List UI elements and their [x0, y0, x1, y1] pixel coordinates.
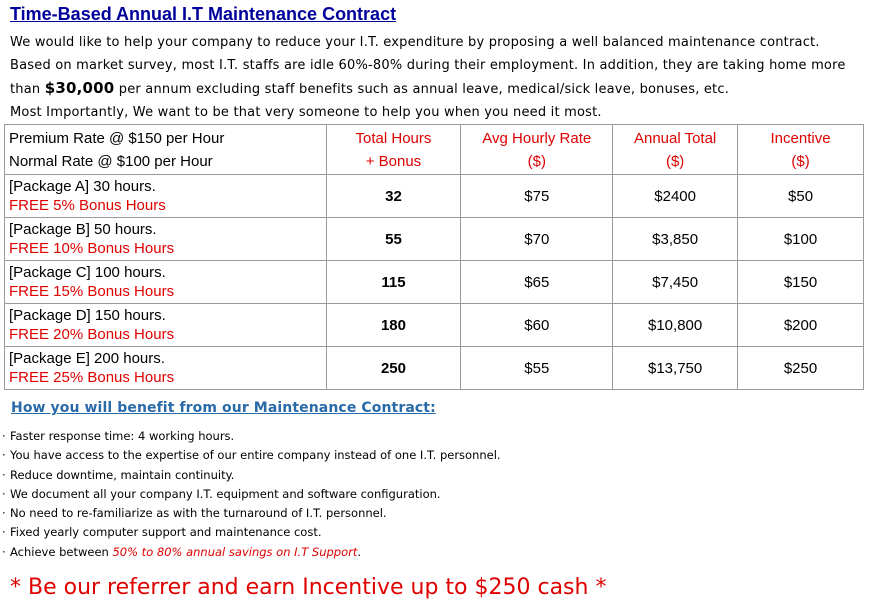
avg-rate-cell: $70 — [461, 218, 613, 261]
bullet-icon: · — [2, 525, 6, 540]
annual-total-header — [613, 125, 738, 175]
package-bonus: FREE 25% Bonus Hours — [9, 369, 175, 386]
list-item — [0, 504, 501, 523]
total-hours-cell: 180 — [326, 304, 461, 347]
bullet-icon: · — [2, 448, 6, 463]
avg-rate-cell: $60 — [461, 304, 613, 347]
bullet-icon: · — [2, 544, 6, 559]
list-item — [0, 427, 501, 446]
list-item — [0, 523, 501, 542]
package-cell — [5, 175, 327, 218]
incentive-cell: $50 — [738, 175, 864, 218]
benefit-prefix: Achieve between — [10, 544, 113, 559]
incentive-cell: $250 — [738, 347, 864, 390]
incentive-cell: $100 — [738, 218, 864, 261]
avg-rate-cell: $75 — [461, 175, 613, 218]
incentive-cell: $150 — [738, 261, 864, 304]
package-name: [Package C] 100 hours. — [9, 264, 166, 281]
annual-total-cell: $3,850 — [613, 218, 738, 261]
list-item — [0, 543, 501, 562]
referral-promo: * Be our referrer and earn Incentive up to $250 cash * — [10, 575, 607, 600]
avg-rate-header — [461, 125, 613, 175]
savings-highlight: 50% to 80% annual savings on I.T Support — [112, 544, 358, 559]
total-hours-label: Total Hours — [355, 129, 432, 147]
benefits-list — [0, 427, 501, 562]
package-bonus: FREE 20% Bonus Hours — [9, 326, 175, 343]
list-item — [0, 446, 501, 465]
total-hours-sub: + Bonus — [365, 152, 422, 170]
intro-line-3-suffix: per annum excluding staff benefits such as annual leave, medical/sick leave, bonuses, etc. — [114, 82, 730, 97]
table-row — [5, 175, 864, 218]
page-title: Time-Based Annual I.T Maintenance Contract — [10, 4, 397, 24]
incentive-label: Incentive — [770, 129, 831, 147]
package-name: [Package E] 200 hours. — [9, 350, 165, 367]
incentive-header — [738, 125, 864, 175]
salary-amount: $30,000 — [44, 79, 115, 97]
benefit-text: Reduce downtime, maintain continuity. — [10, 467, 235, 482]
premium-rate: Premium Rate @ $150 per Hour — [9, 129, 225, 147]
bullet-icon: · — [2, 486, 6, 501]
intro-line-2: Based on market survey, most I.T. staffs are idle 60%-80% during their employment. In addition, they are taking home more — [10, 58, 846, 73]
rates-header — [5, 125, 327, 175]
bullet-icon: · — [2, 506, 6, 521]
incentive-cell: $200 — [738, 304, 864, 347]
table-row — [5, 261, 864, 304]
table-row — [5, 304, 864, 347]
incentive-sub: ($) — [791, 152, 810, 170]
avg-rate-sub: ($) — [527, 152, 546, 170]
benefits-heading: How you will benefit from our Maintenance Contract: — [11, 400, 436, 416]
package-bonus: FREE 5% Bonus Hours — [9, 197, 166, 214]
benefit-text: We document all your company I.T. equipment and software configuration. — [10, 486, 441, 501]
package-name: [Package B] 50 hours. — [9, 221, 157, 238]
list-item — [0, 466, 501, 485]
avg-rate-cell: $65 — [461, 261, 613, 304]
list-item — [0, 485, 501, 504]
total-hours-cell: 32 — [326, 175, 461, 218]
normal-rate: Normal Rate @ $100 per Hour — [9, 152, 213, 170]
intro-paragraph — [10, 31, 880, 124]
package-cell — [5, 304, 327, 347]
pricing-table — [4, 124, 864, 390]
table-row — [5, 218, 864, 261]
benefit-suffix: . — [357, 544, 362, 559]
benefit-text: Fixed yearly computer support and maintenance cost. — [10, 525, 322, 540]
benefit-text: You have access to the expertise of our entire company instead of one I.T. personnel. — [10, 448, 501, 463]
intro-line-4: Most Importantly, We want to be that very someone to help you when you need it most. — [10, 105, 602, 120]
package-bonus: FREE 10% Bonus Hours — [9, 240, 175, 257]
package-name: [Package D] 150 hours. — [9, 307, 166, 324]
bullet-icon: · — [2, 429, 6, 443]
avg-rate-label: Avg Hourly Rate — [482, 129, 592, 147]
intro-line-1: We would like to help your company to reduce your I.T. expenditure by proposing a well balanced maintenance contract. — [10, 35, 820, 50]
annual-total-cell: $7,450 — [613, 261, 738, 304]
total-hours-cell: 250 — [326, 347, 461, 390]
annual-total-sub: ($) — [665, 152, 685, 170]
intro-line-3 — [10, 77, 880, 101]
package-bonus: FREE 15% Bonus Hours — [9, 283, 175, 300]
package-cell — [5, 347, 327, 390]
bullet-icon: · — [2, 467, 6, 482]
package-name: [Package A] 30 hours. — [9, 178, 156, 195]
total-hours-cell: 55 — [326, 218, 461, 261]
benefit-text: No need to re-familiarize as with the turnaround of I.T. personnel. — [10, 506, 387, 521]
avg-rate-cell: $55 — [461, 347, 613, 390]
total-hours-cell: 115 — [326, 261, 461, 304]
annual-total-cell: $2400 — [613, 175, 738, 218]
package-cell — [5, 218, 327, 261]
intro-line-3-prefix: than — [10, 82, 45, 97]
annual-total-label: Annual Total — [633, 129, 717, 147]
table-header-row — [5, 125, 864, 175]
annual-total-cell: $13,750 — [613, 347, 738, 390]
table-row — [5, 347, 864, 390]
total-hours-header — [326, 125, 461, 175]
annual-total-cell: $10,800 — [613, 304, 738, 347]
package-cell — [5, 261, 327, 304]
benefit-text: Faster response time: 4 working hours. — [10, 429, 235, 443]
